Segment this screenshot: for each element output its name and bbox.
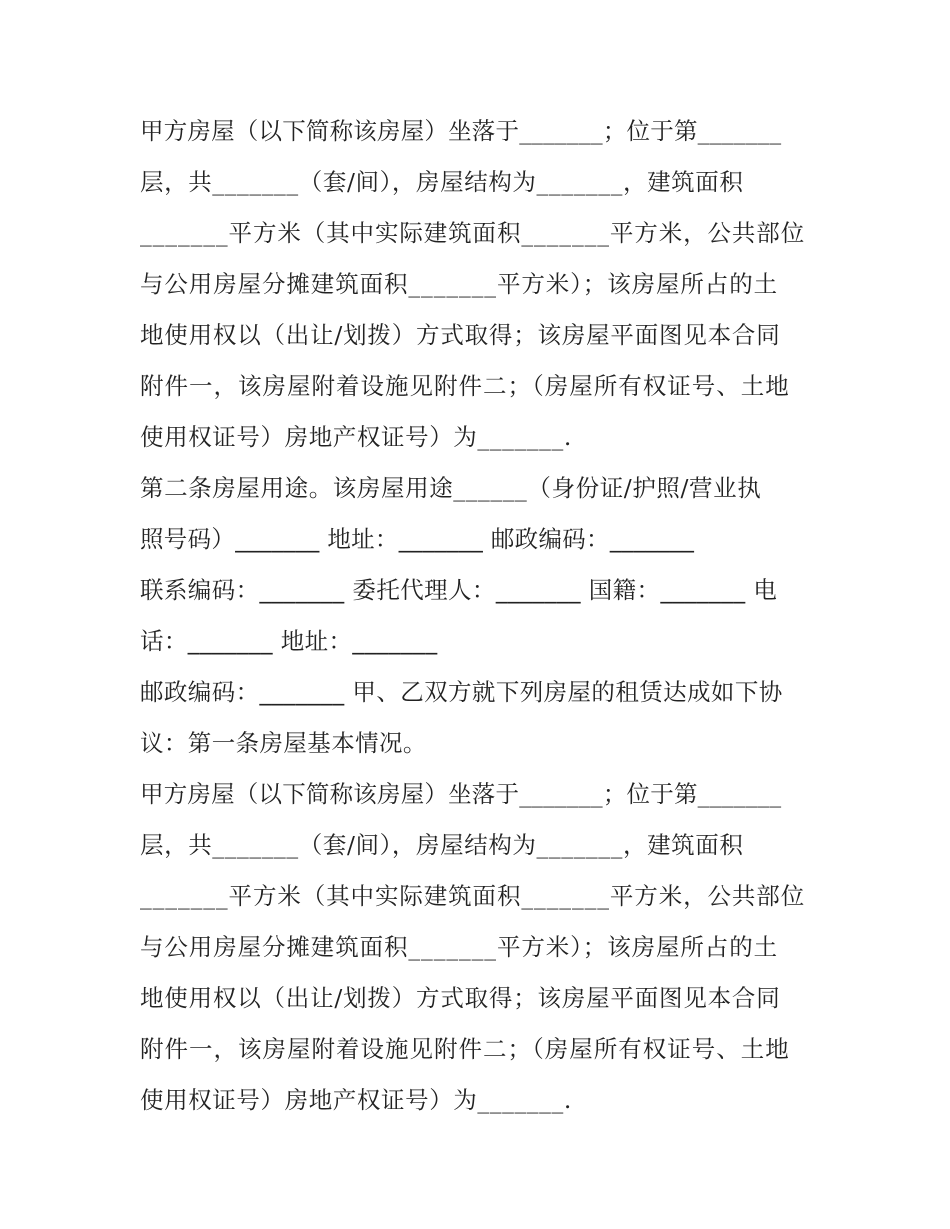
text-line: 联系编码：_______ 委托代理人：_______ 国籍：_______ 电 [140,576,778,604]
text-line: 照号码）_______ 地址：_______ 邮政编码：_______ [140,525,695,553]
text-line: _______平方米（其中实际建筑面积_______平方米，公共部位 [140,219,806,247]
text-line: 使用权证号）房地产权证号）为_______. [140,423,572,451]
document-body [140,106,830,1126]
text-line: _______平方米（其中实际建筑面积_______平方米，公共部位 [140,882,806,910]
text-line: 附件一，该房屋附着设施见附件二；（房屋所有权证号、土地 [140,1035,790,1063]
text-line: 层，共_______（套/间），房屋结构为_______，建筑面积 [140,168,744,196]
text-line: 地使用权以（出让/划拨）方式取得；该房屋平面图见本合同 [140,321,781,349]
text-line: 议：第一条房屋基本情况。 [140,729,427,757]
text-line: 地使用权以（出让/划拨）方式取得；该房屋平面图见本合同 [140,984,781,1012]
text-line: 甲方房屋（以下简称该房屋）坐落于_______；位于第_______ [140,780,782,808]
text-line: 邮政编码：_______ 甲、乙双方就下列房屋的租赁达成如下协 [140,678,783,706]
text-line: 附件一，该房屋附着设施见附件二；（房屋所有权证号、土地 [140,372,790,400]
text-line: 话：_______ 地址：_______ [140,627,438,655]
text-line: 与公用房屋分摊建筑面积_______平方米）；该房屋所占的土 [140,270,778,298]
text-line: 与公用房屋分摊建筑面积_______平方米）；该房屋所占的土 [140,933,778,961]
text-line: 甲方房屋（以下简称该房屋）坐落于_______；位于第_______ [140,117,782,145]
text-line: 层，共_______（套/间），房屋结构为_______，建筑面积 [140,831,744,859]
text-line: 使用权证号）房地产权证号）为_______. [140,1086,572,1114]
text-line: 第二条房屋用途。该房屋用途______（身份证/护照/营业执 [140,474,762,502]
